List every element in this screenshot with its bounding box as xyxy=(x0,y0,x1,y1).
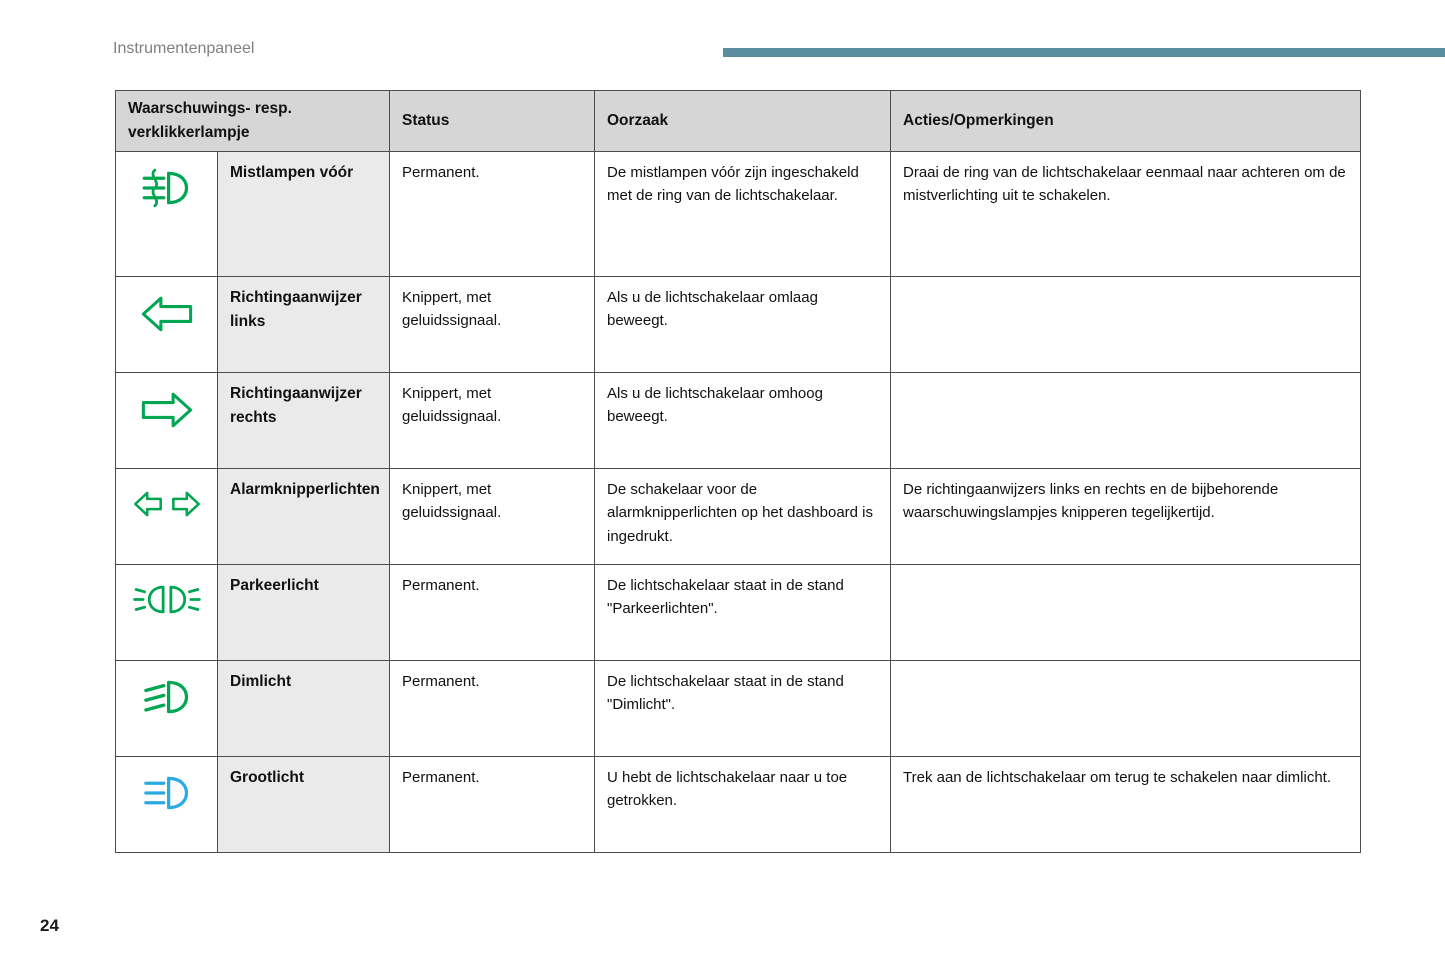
table-row xyxy=(116,277,1361,373)
table-row xyxy=(116,661,1361,757)
indicator-cause: Als u de lichtschakelaar omhoog beweegt. xyxy=(595,373,891,469)
header-indicator: Waarschuwings- resp. verklikkerlampje xyxy=(116,91,390,152)
indicator-status: Permanent. xyxy=(390,661,595,757)
indicator-cause: De lichtschakelaar staat in de stand "Parkeerlichten". xyxy=(595,565,891,661)
page-number: 24 xyxy=(40,916,59,935)
table-row xyxy=(116,565,1361,661)
indicator-name: Richtingaanwijzer rechts xyxy=(218,373,390,469)
indicator-status: Permanent. xyxy=(390,757,595,853)
indicator-name: Richtingaanwijzer links xyxy=(218,277,390,373)
hazard-warning-lights-icon xyxy=(132,485,202,523)
indicator-status: Permanent. xyxy=(390,565,595,661)
indicator-actions: De richtingaanwijzers links en rechts en de bijbehorende waarschuwingslampjes knipperen tegelijkertijd. xyxy=(891,469,1361,565)
header-actions: Acties/Opmerkingen xyxy=(891,91,1361,152)
table-row xyxy=(116,757,1361,853)
indicator-status: Permanent. xyxy=(390,152,595,277)
indicator-name: Grootlicht xyxy=(218,757,390,853)
indicator-cause: U hebt de lichtschakelaar naar u toe getrokken. xyxy=(595,757,891,853)
front-fog-lights-icon xyxy=(141,168,193,208)
table-header-row xyxy=(116,91,1361,152)
table-row xyxy=(116,373,1361,469)
high-beam-icon xyxy=(141,773,193,813)
section-title: Instrumentenpaneel xyxy=(113,40,255,57)
header-status: Status xyxy=(390,91,595,152)
parking-lights-icon xyxy=(133,581,201,618)
turn-signal-right-icon xyxy=(139,389,195,431)
indicator-name: Parkeerlicht xyxy=(218,565,390,661)
indicator-status: Knippert, met geluidssignaal. xyxy=(390,277,595,373)
indicator-cause: De schakelaar voor de alarmknipperlichten op het dashboard is ingedrukt. xyxy=(595,469,891,565)
table-row xyxy=(116,152,1361,277)
indicator-status: Knippert, met geluidssignaal. xyxy=(390,373,595,469)
table-row xyxy=(116,469,1361,565)
indicator-actions xyxy=(891,373,1361,469)
indicator-cause: De lichtschakelaar staat in de stand "Dimlicht". xyxy=(595,661,891,757)
indicator-actions: Draai de ring van de lichtschakelaar eenmaal naar achteren om de mistverlichting uit te schakelen. xyxy=(891,152,1361,277)
indicator-actions xyxy=(891,565,1361,661)
indicator-actions xyxy=(891,277,1361,373)
indicator-status: Knippert, met geluidssignaal. xyxy=(390,469,595,565)
warning-lights-table xyxy=(115,90,1361,853)
indicator-name: Alarmknipperlichten xyxy=(218,469,390,565)
indicator-name: Mistlampen vóór xyxy=(218,152,390,277)
indicator-name: Dimlicht xyxy=(218,661,390,757)
turn-signal-left-icon xyxy=(139,293,195,335)
header-accent-bar xyxy=(723,48,1445,57)
low-beam-icon xyxy=(141,677,193,717)
indicator-actions xyxy=(891,661,1361,757)
header-cause: Oorzaak xyxy=(595,91,891,152)
indicator-cause: De mistlampen vóór zijn ingeschakeld met de ring van de lichtschakelaar. xyxy=(595,152,891,277)
indicator-cause: Als u de lichtschakelaar omlaag beweegt. xyxy=(595,277,891,373)
indicator-actions: Trek aan de lichtschakelaar om terug te schakelen naar dimlicht. xyxy=(891,757,1361,853)
